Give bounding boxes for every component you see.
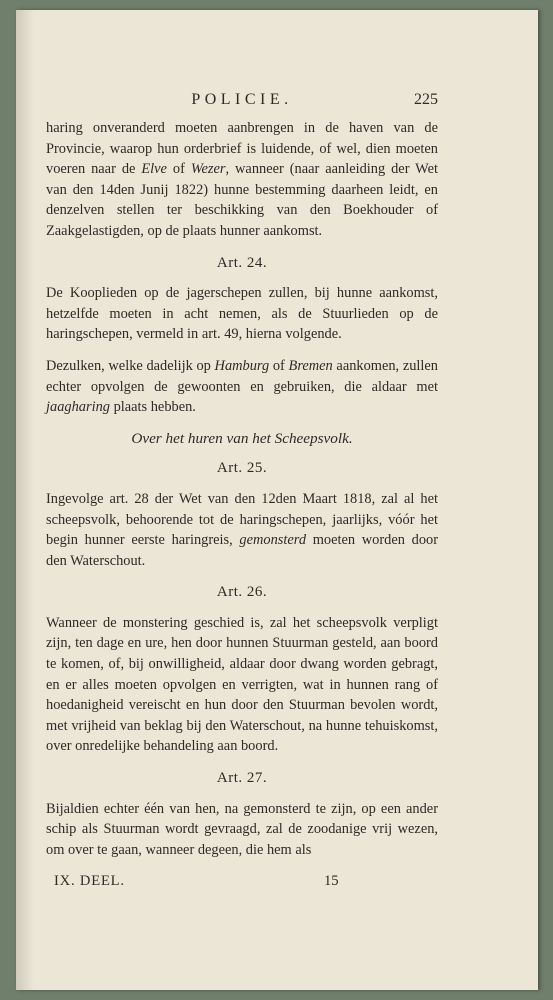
running-title: POLICIE. bbox=[191, 91, 293, 108]
paragraph bbox=[46, 799, 438, 861]
book-page bbox=[16, 10, 538, 990]
section-heading: Over het huren van het Scheepsvolk. bbox=[131, 429, 353, 447]
paragraph bbox=[46, 283, 438, 345]
text-run: Ingevolge art. 28 der Wet van den 12den Maart 1818, zal al het scheepsvolk, behoorende tot de haringschepen, jaarlijks, vóór het begin hunner eerste haringreis, bbox=[46, 490, 438, 549]
text-run: Wanneer de monstering geschied is, zal het scheepsvolk verpligt zijn, ten dage en ure, hen door hunnen Stuurman gesteld, aan boord te komen, of, bij onwilligheid, aldaar door dwang worden gebragt, en er alles moeten opvolgen en verrigten, wat in hunnen rang of hoedanigheid vereischt en hun door den Stuurman bevolen wordt, met vrijheid van beklag bij den Waterschout, na hunne tehuiskomst, over onredelijke behandeling aan boord. bbox=[46, 614, 438, 755]
page-footer bbox=[46, 871, 438, 893]
sheet-number: 15 bbox=[324, 873, 339, 890]
body-text bbox=[46, 118, 438, 860]
article-heading: Art. 27. bbox=[216, 770, 268, 787]
text-run: Bijaldien echter één van hen, na gemonsterd te zijn, op een ander schip als Stuurman wordt gevraagd, zal de zoodanige vrij wezen, om over te gaan, wanneer degeen, die hem als bbox=[46, 800, 438, 858]
italic-phrase: jaagharing bbox=[46, 399, 110, 416]
italic-phrase: Bremen bbox=[288, 357, 333, 374]
article-heading: Art. 26. bbox=[216, 584, 268, 601]
page-content bbox=[46, 88, 438, 893]
article-heading: Art. 25. bbox=[216, 460, 268, 477]
text-run: De Kooplieden op de jagerschepen zullen, bij hunne aankomst, hetzelfde moeten in acht nemen, als de Stuurlieden op de haringschepen, vermeld in art. 49, hierna volgende. bbox=[46, 285, 438, 343]
paragraph bbox=[46, 118, 438, 242]
text-run: haring onveranderd moeten aanbrengen in de haven van de Provincie, waarop hun orderbrief is luidende, of wel, dien moeten voeren naar de bbox=[46, 120, 438, 178]
article-heading: Art. 24. bbox=[216, 254, 268, 271]
text-run: of bbox=[269, 357, 289, 374]
italic-phrase: gemonsterd bbox=[239, 532, 307, 549]
text-run: of bbox=[166, 161, 191, 178]
text-run: plaats hebben. bbox=[109, 399, 196, 416]
volume-signature: IX. DEEL. bbox=[54, 873, 125, 890]
paragraph bbox=[46, 356, 438, 418]
italic-phrase: Elve bbox=[141, 161, 167, 178]
text-run: aankomen, zullen echter opvolgen de gewoonten en gebruiken, die aldaar met bbox=[46, 357, 438, 395]
page-gutter-shadow bbox=[16, 10, 34, 990]
paragraph bbox=[46, 613, 438, 757]
text-run: moeten worden door den Waterschout. bbox=[46, 532, 439, 569]
italic-phrase: Wezer bbox=[190, 161, 226, 178]
running-header bbox=[46, 88, 438, 118]
text-run: Dezulken, welke dadelijk op bbox=[46, 357, 215, 374]
paragraph bbox=[46, 489, 438, 571]
italic-phrase: Hamburg bbox=[214, 357, 270, 374]
text-run: , wanneer (naar aanleiding der Wet van den 14den Junij 1822) hunne bestemming daarheen leidt, en denzelven stellen ter beschikking van den Boekhouder of Zaakgelastigden, op de plaats hunner aankomst. bbox=[46, 161, 438, 239]
page-number: 225 bbox=[414, 91, 438, 108]
